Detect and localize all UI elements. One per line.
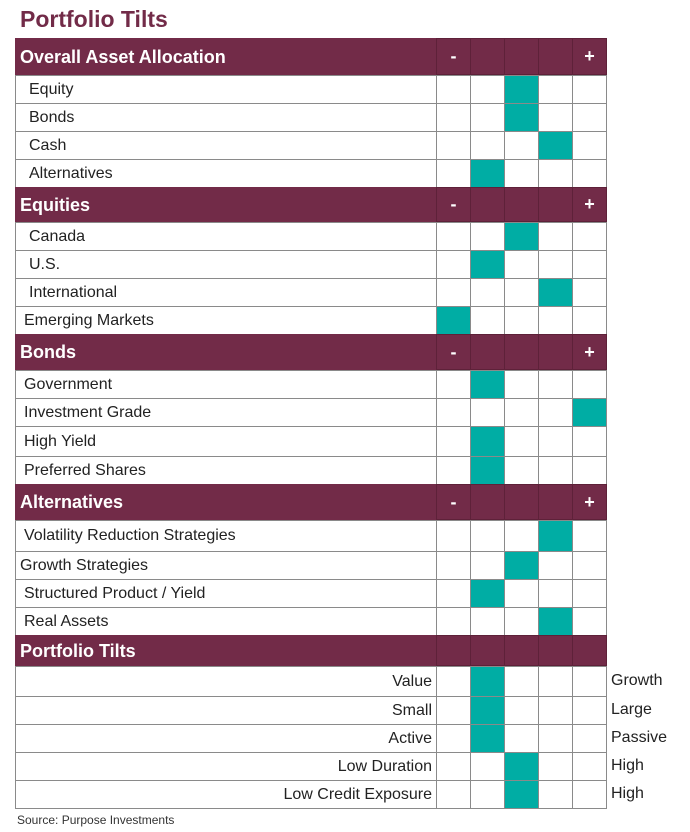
section-header-cell <box>504 38 539 75</box>
tilt-marker <box>504 222 539 251</box>
source-note: Source: Purpose Investments <box>17 813 175 827</box>
tilt-cell <box>504 724 539 753</box>
plus-marker: + <box>572 38 607 75</box>
row-label: Structured Product / Yield <box>15 579 437 608</box>
tilt-cell <box>504 159 539 188</box>
tilt-cell <box>470 520 505 552</box>
row-label: Alternatives <box>15 159 437 188</box>
row-label: Real Assets <box>15 607 437 636</box>
tilt-cell <box>572 103 607 132</box>
tilt-cell <box>538 222 573 251</box>
tilt-cell <box>572 75 607 104</box>
section-header: Bonds <box>15 334 437 370</box>
tilt-cell <box>470 306 505 335</box>
row-label: Volatility Reduction Strategies <box>15 520 437 552</box>
tilt-cell <box>572 551 607 580</box>
right-label: Growth <box>611 672 663 689</box>
tilt-cell <box>436 370 471 399</box>
plus-marker: + <box>572 334 607 370</box>
section-header-cell <box>470 484 505 520</box>
section-header-cell <box>470 334 505 370</box>
tilt-marker <box>538 607 573 636</box>
tilt-cell <box>436 103 471 132</box>
row-label: Small <box>15 696 437 725</box>
row-label: High Yield <box>15 426 437 457</box>
tilt-cell <box>504 666 539 697</box>
section-header-cell <box>436 635 471 666</box>
tilt-cell <box>436 520 471 552</box>
tilt-marker <box>470 426 505 457</box>
tilt-cell <box>436 780 471 809</box>
tilt-marker <box>470 579 505 608</box>
tilt-marker <box>470 666 505 697</box>
tilt-marker <box>538 278 573 307</box>
tilt-cell <box>504 250 539 279</box>
tilt-cell <box>504 398 539 427</box>
tilt-cell <box>572 131 607 160</box>
row-label: Bonds <box>15 103 437 132</box>
tilt-cell <box>470 103 505 132</box>
tilt-cell <box>436 579 471 608</box>
section-header-cell <box>504 187 539 222</box>
tilt-cell <box>436 278 471 307</box>
tilt-cell <box>504 607 539 636</box>
tilt-cell <box>572 724 607 753</box>
tilt-marker <box>504 551 539 580</box>
tilt-cell <box>538 103 573 132</box>
tilt-cell <box>470 222 505 251</box>
tilt-cell <box>572 222 607 251</box>
tilt-cell <box>538 780 573 809</box>
right-label: High <box>611 757 644 774</box>
section-header-cell <box>470 635 505 666</box>
tilt-cell <box>504 696 539 725</box>
page-title: Portfolio Tilts <box>20 6 168 32</box>
section-header-cell <box>504 334 539 370</box>
minus-marker: - <box>436 334 471 370</box>
tilt-cell <box>436 250 471 279</box>
tilt-cell <box>504 278 539 307</box>
row-label: Active <box>15 724 437 753</box>
section-header: Alternatives <box>15 484 437 520</box>
tilt-cell <box>436 426 471 457</box>
tilt-cell <box>538 398 573 427</box>
tilt-cell <box>538 579 573 608</box>
tilt-marker <box>470 159 505 188</box>
tilt-marker <box>504 752 539 781</box>
tilt-marker <box>470 724 505 753</box>
tilt-cell <box>504 579 539 608</box>
tilt-marker <box>470 250 505 279</box>
right-label: Passive <box>611 729 668 746</box>
tilt-cell <box>436 222 471 251</box>
right-label: Large <box>611 701 652 718</box>
tilt-cell <box>504 306 539 335</box>
tilt-cell <box>572 278 607 307</box>
tilt-marker <box>436 306 471 335</box>
row-label: U.S. <box>15 250 437 279</box>
tilt-cell <box>538 666 573 697</box>
tilt-cell <box>470 551 505 580</box>
tilt-cell <box>436 724 471 753</box>
tilt-cell <box>538 370 573 399</box>
section-header-cell <box>538 635 573 666</box>
tilt-cell <box>436 75 471 104</box>
minus-marker: - <box>436 187 471 222</box>
section-header-cell <box>538 38 573 75</box>
row-label: Emerging Markets <box>15 306 437 335</box>
tilt-cell <box>572 159 607 188</box>
tilt-cell <box>470 607 505 636</box>
tilt-cell <box>436 666 471 697</box>
tilt-cell <box>504 520 539 552</box>
tilt-cell <box>470 278 505 307</box>
tilt-cell <box>538 724 573 753</box>
section-header: Overall Asset Allocation <box>15 38 437 75</box>
tilt-cell <box>538 75 573 104</box>
minus-marker: - <box>436 38 471 75</box>
section-header: Portfolio Tilts <box>15 635 437 666</box>
tilt-cell <box>470 75 505 104</box>
right-label: High <box>611 785 644 802</box>
tilt-marker <box>504 780 539 809</box>
tilt-cell <box>538 551 573 580</box>
tilt-cell <box>572 306 607 335</box>
tilt-marker <box>538 131 573 160</box>
minus-marker: - <box>436 484 471 520</box>
tilt-cell <box>572 752 607 781</box>
tilt-cell <box>572 666 607 697</box>
plus-marker: + <box>572 187 607 222</box>
tilt-cell <box>572 607 607 636</box>
row-label: Canada <box>15 222 437 251</box>
tilt-cell <box>436 752 471 781</box>
tilt-cell <box>572 780 607 809</box>
tilt-cell <box>436 159 471 188</box>
row-label: International <box>15 278 437 307</box>
tilt-cell <box>538 696 573 725</box>
row-label: Preferred Shares <box>15 456 437 485</box>
row-label: Value <box>15 666 437 697</box>
section-header-cell <box>470 38 505 75</box>
tilt-cell <box>572 370 607 399</box>
tilt-cell <box>538 752 573 781</box>
tilt-marker <box>572 398 607 427</box>
tilt-cell <box>504 456 539 485</box>
tilt-cell <box>470 131 505 160</box>
tilt-cell <box>572 456 607 485</box>
tilt-marker <box>504 75 539 104</box>
tilt-cell <box>538 159 573 188</box>
tilt-cell <box>504 426 539 457</box>
tilt-cell <box>572 579 607 608</box>
tilt-cell <box>436 551 471 580</box>
tilt-cell <box>538 250 573 279</box>
tilt-marker <box>538 520 573 552</box>
tilt-marker <box>470 456 505 485</box>
row-label: Cash <box>15 131 437 160</box>
row-label: Low Duration <box>15 752 437 781</box>
plus-marker: + <box>572 484 607 520</box>
tilt-cell <box>470 752 505 781</box>
row-label: Equity <box>15 75 437 104</box>
tilt-marker <box>470 696 505 725</box>
tilt-cell <box>572 520 607 552</box>
tilt-cell <box>538 426 573 457</box>
tilt-cell <box>436 131 471 160</box>
section-header-cell <box>572 635 607 666</box>
tilt-cell <box>572 696 607 725</box>
tilt-cell <box>504 131 539 160</box>
section-header-cell <box>470 187 505 222</box>
section-header-cell <box>504 635 539 666</box>
tilt-cell <box>538 306 573 335</box>
section-header-cell <box>538 484 573 520</box>
tilt-cell <box>436 607 471 636</box>
tilt-cell <box>436 456 471 485</box>
row-label: Investment Grade <box>15 398 437 427</box>
row-label: Government <box>15 370 437 399</box>
tilt-cell <box>572 250 607 279</box>
section-header: Equities <box>15 187 437 222</box>
tilt-cell <box>504 370 539 399</box>
section-header-cell <box>538 187 573 222</box>
tilt-cell <box>436 398 471 427</box>
tilt-cell <box>470 780 505 809</box>
section-header-cell <box>538 334 573 370</box>
row-label: Growth Strategies <box>15 551 437 580</box>
tilt-cell <box>572 426 607 457</box>
tilt-marker <box>470 370 505 399</box>
tilt-cell <box>436 696 471 725</box>
tilt-cell <box>470 398 505 427</box>
tilt-marker <box>504 103 539 132</box>
tilt-cell <box>538 456 573 485</box>
row-label: Low Credit Exposure <box>15 780 437 809</box>
section-header-cell <box>504 484 539 520</box>
